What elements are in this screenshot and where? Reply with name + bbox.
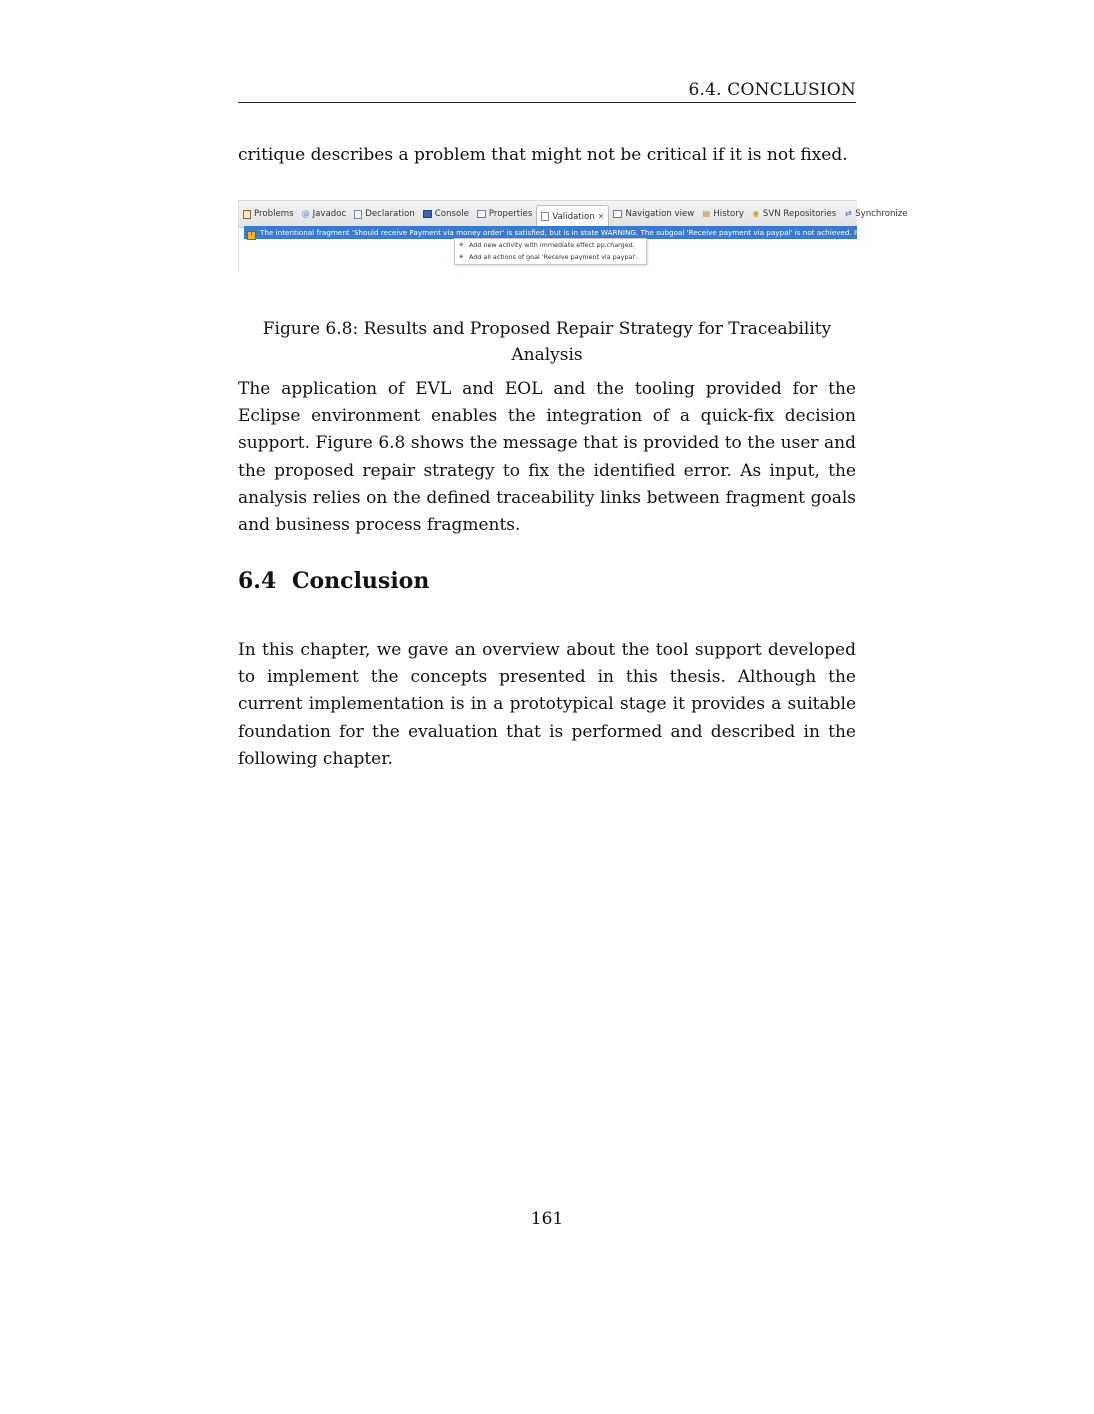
quick-fix-icon: ◈ [459,253,464,260]
quick-fix-item[interactable] [455,239,646,251]
tab-label: Problems [254,209,294,219]
navigation-icon [613,210,622,218]
tab-properties[interactable] [473,203,536,225]
figure-caption: Figure 6.8: Results and Proposed Repair Strategy for Traceability Analysis [262,319,832,365]
tab-label: Javadoc [312,209,347,219]
view-tab-bar [239,200,908,228]
tab-javadoc[interactable] [298,203,351,225]
svn-icon: ◉ [752,209,760,218]
tab-label: Navigation view [625,209,695,219]
quick-fix-item[interactable] [455,251,646,263]
tab-label: Console [434,209,469,219]
tab-console[interactable] [419,203,473,225]
conclusion-paragraph: In this chapter, we gave an overview about the tool support developed to implement the concepts presented in this thesis. Although the current implementation is in a prototypical stage it provides a suitable foundation for the evaluation that is performed and described in the following chapter. [238,640,856,769]
tab-label: History [713,209,744,219]
running-header [238,78,856,103]
validation-message: The intentional fragment 'Should receive Payment via money order' is satisfied, but is in state WARNING. The subgoal 'Receive payment via paypal' is not achieved. It demands pp.charged. [260,228,940,237]
console-icon [423,210,432,218]
javadoc-icon: @ [301,209,310,218]
quick-fix-label: Add new activity with immediate effect pp.charged. [469,241,635,249]
intro-paragraph: critique describes a problem that might not be critical if it is not fixed. [238,145,848,165]
tab-label: Properties [488,209,533,219]
evl-paragraph: The application of EVL and EOL and the tooling provided for the Eclipse environment enables the integration of a quick-fix decision support. Figure 6.8 shows the message that is provided to the user and the proposed repair strategy to fix the identified error. As input, the analysis relies on the defined traceability links between fragment goals and business process fragments. [238,379,856,536]
tab-label: SVN Repositories [762,209,837,219]
tab-history[interactable] [698,203,748,225]
declaration-icon [354,210,362,219]
tab-label: Synchronize [855,209,908,219]
properties-icon [477,210,486,218]
section-number: 6.4 [238,568,277,594]
tab-validation[interactable] [536,205,609,228]
tab-problems[interactable] [239,203,298,225]
quick-fix-icon: ◈ [459,241,464,248]
tab-label: Validation [552,211,595,222]
history-icon: ▤ [702,209,711,218]
tab-navigation-view[interactable] [609,203,698,225]
quick-fix-label: Add all actions of goal 'Receive payment via paypal'. [469,253,638,261]
close-icon[interactable]: ✕ [597,212,605,221]
warning-icon: ! [247,231,256,240]
tab-synchronize[interactable] [840,203,911,225]
tab-label: Declaration [365,209,415,219]
validation-icon [541,212,549,221]
synchronize-icon: ⇄ [844,209,852,218]
section-title: Conclusion [292,568,430,594]
tab-svn-repositories[interactable] [748,203,840,225]
eclipse-validation-screenshot [238,200,940,272]
page-number: 161 [530,1209,564,1229]
running-title: 6.4. CONCLUSION [688,80,856,100]
problems-icon [243,210,251,219]
section-heading [238,566,429,596]
tab-declaration[interactable] [350,203,419,225]
quick-fix-popup [454,238,647,265]
